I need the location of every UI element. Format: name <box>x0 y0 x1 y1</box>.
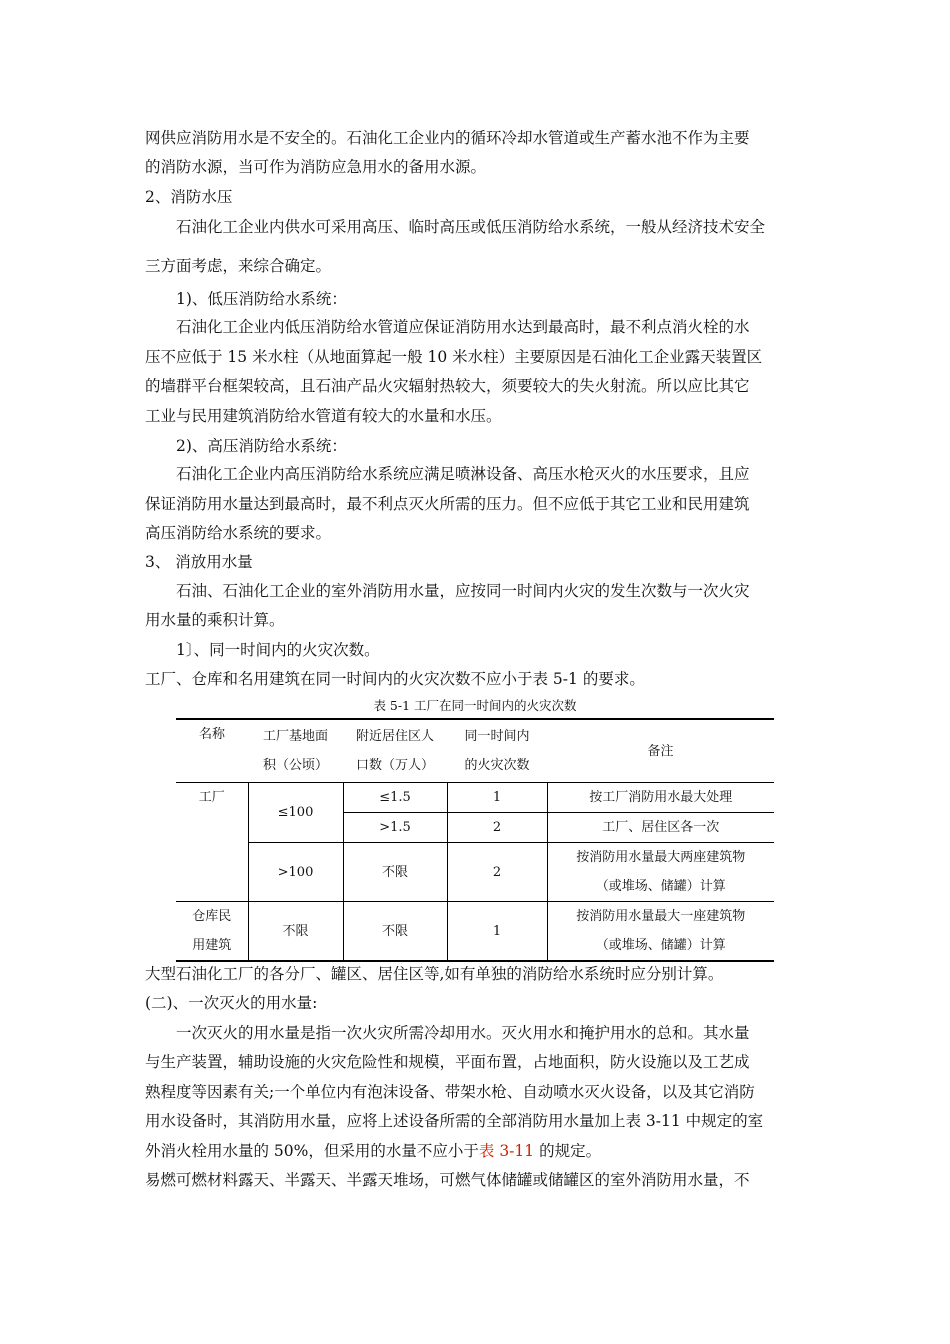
cell-pop-unlimited: 不限 <box>343 843 447 902</box>
paragraph-line: 石油化工企业内低压消防给水管道应保证消防用水达到最高时，最不利点消火栓的水 <box>176 318 750 336</box>
paragraph-line: 的消防水源，当可作为消防应急用水的备用水源。 <box>145 158 487 176</box>
section-heading: (二)、一次灭火的用水量: <box>145 994 318 1012</box>
section-heading: 2、消防水压 <box>145 188 233 206</box>
header-area: 工厂基地面 积（公顷） <box>248 719 343 783</box>
cell-count: 1 <box>447 902 547 962</box>
cell-warehouse: 仓库民 用建筑 <box>176 902 248 962</box>
paragraph-line: 易燃可燃材料露天、半露天、半露天堆场，可燃气体储罐或储罐区的室外消防用水量，不 <box>145 1171 750 1189</box>
paragraph-line: 石油化工企业内供水可采用高压、临时高压或低压消防给水系统，一般从经济技术安全 <box>176 218 766 236</box>
cell-count: 2 <box>447 843 547 902</box>
paragraph-line: 工业与民用建筑消防给水管道有较大的水量和水压。 <box>145 407 502 425</box>
cell-pop-gt15: >1.5 <box>343 813 447 843</box>
paragraph-line: 用水量的乘积计算。 <box>145 611 285 629</box>
paragraph-line: 大型石油化工厂的各分厂、罐区、居住区等,如有单独的消防给水系统时应分别计算。 <box>145 965 724 983</box>
table-row <box>176 843 774 902</box>
paragraph-line: 三方面考虑，来综合确定。 <box>145 257 332 275</box>
table-caption: 表 5-1 工厂在同一时间内的火灾次数 <box>373 698 577 713</box>
paragraph-line: 外消火栓用水量的 50%，但采用的水量不应小于表 3-11 的规定。 <box>145 1142 602 1160</box>
cell-area-le100: ≤100 <box>248 783 343 843</box>
cell-note: 工厂、居住区各一次 <box>547 813 774 843</box>
paragraph-line: 与生产装置，辅助设施的火灾危险性和规模，平面布置，占地面积，防火设施以及工艺成 <box>145 1053 750 1071</box>
subsection-heading: 2)、高压消防给水系统： <box>176 437 347 455</box>
paragraph-line: 用水设备时，其消防用水量，应将上述设备所需的全部消防用水量加上表 3-11 中规定的室 <box>145 1112 764 1130</box>
cell-count: 2 <box>447 813 547 843</box>
paragraph-line: 压不应低于 15 米水柱（从地面算起一般 10 米水柱）主要原因是石油化工企业露天装置区 <box>145 348 763 366</box>
cell-note: 按工厂消防用水最大处理 <box>547 783 774 813</box>
fire-frequency-table <box>176 718 774 962</box>
paragraph-line: 石油、石油化工企业的室外消防用水量，应按同一时间内火灾的发生次数与一次火灾 <box>176 582 750 600</box>
cell-area-gt100: >100 <box>248 843 343 902</box>
table-row <box>176 783 774 813</box>
paragraph-line: 高压消防给水系统的要求。 <box>145 524 332 542</box>
cell-note: 按消防用水量最大两座建筑物 （或堆场、储罐）计算 <box>547 843 774 902</box>
cell-count: 1 <box>447 783 547 813</box>
paragraph-line: 工厂、仓库和名用建筑在同一时间内的火灾次数不应小于表 5-1 的要求。 <box>145 670 645 688</box>
cell-pop-le15: ≤1.5 <box>343 783 447 813</box>
section-heading: 3、 消放用水量 <box>145 553 253 571</box>
paragraph-line: 石油化工企业内高压消防给水系统应满足喷淋设备、高压水枪灭火的水压要求，且应 <box>176 465 750 483</box>
cell-factory: 工厂 <box>176 783 248 902</box>
paragraph-line: 网供应消防用水是不安全的。石油化工企业内的循环冷却水管道或生产蓄水池不作为主要 <box>145 129 750 147</box>
header-fire-count: 同一时间内 的火灾次数 <box>447 719 547 783</box>
table-row <box>176 902 774 962</box>
header-name: 名称 <box>176 719 248 783</box>
cell-note: 按消防用水量最大一座建筑物 （或堆场、储罐）计算 <box>547 902 774 962</box>
cell-area-unlimited: 不限 <box>248 902 343 962</box>
header-note: 备注 <box>547 719 774 783</box>
paragraph-line: 的墙群平台框架较高，且石油产品火灾辐射热较大，须要较大的失火射流。所以应比其它 <box>145 377 750 395</box>
paragraph-line: 保证消防用水量达到最高时，最不利点灭火所需的压力。但不应低于其它工业和民用建筑 <box>145 495 750 513</box>
table-header-row <box>176 719 774 783</box>
paragraph-line: 一次灭火的用水量是指一次火灾所需冷却用水。灭火用水和掩护用水的总和。其水量 <box>176 1024 750 1042</box>
header-population: 附近居住区人 口数（万人） <box>343 719 447 783</box>
subsection-heading: 1〕、同一时间内的火灾次数。 <box>176 641 380 659</box>
paragraph-line: 熟程度等因素有关;一个单位内有泡沫设备、带架水枪、自动喷水灭火设备，以及其它消防 <box>145 1083 755 1101</box>
table-reference-link[interactable]: 表 3-11 <box>478 1142 535 1160</box>
subsection-heading: 1)、低压消防给水系统： <box>176 290 347 308</box>
cell-pop-unlimited: 不限 <box>343 902 447 962</box>
